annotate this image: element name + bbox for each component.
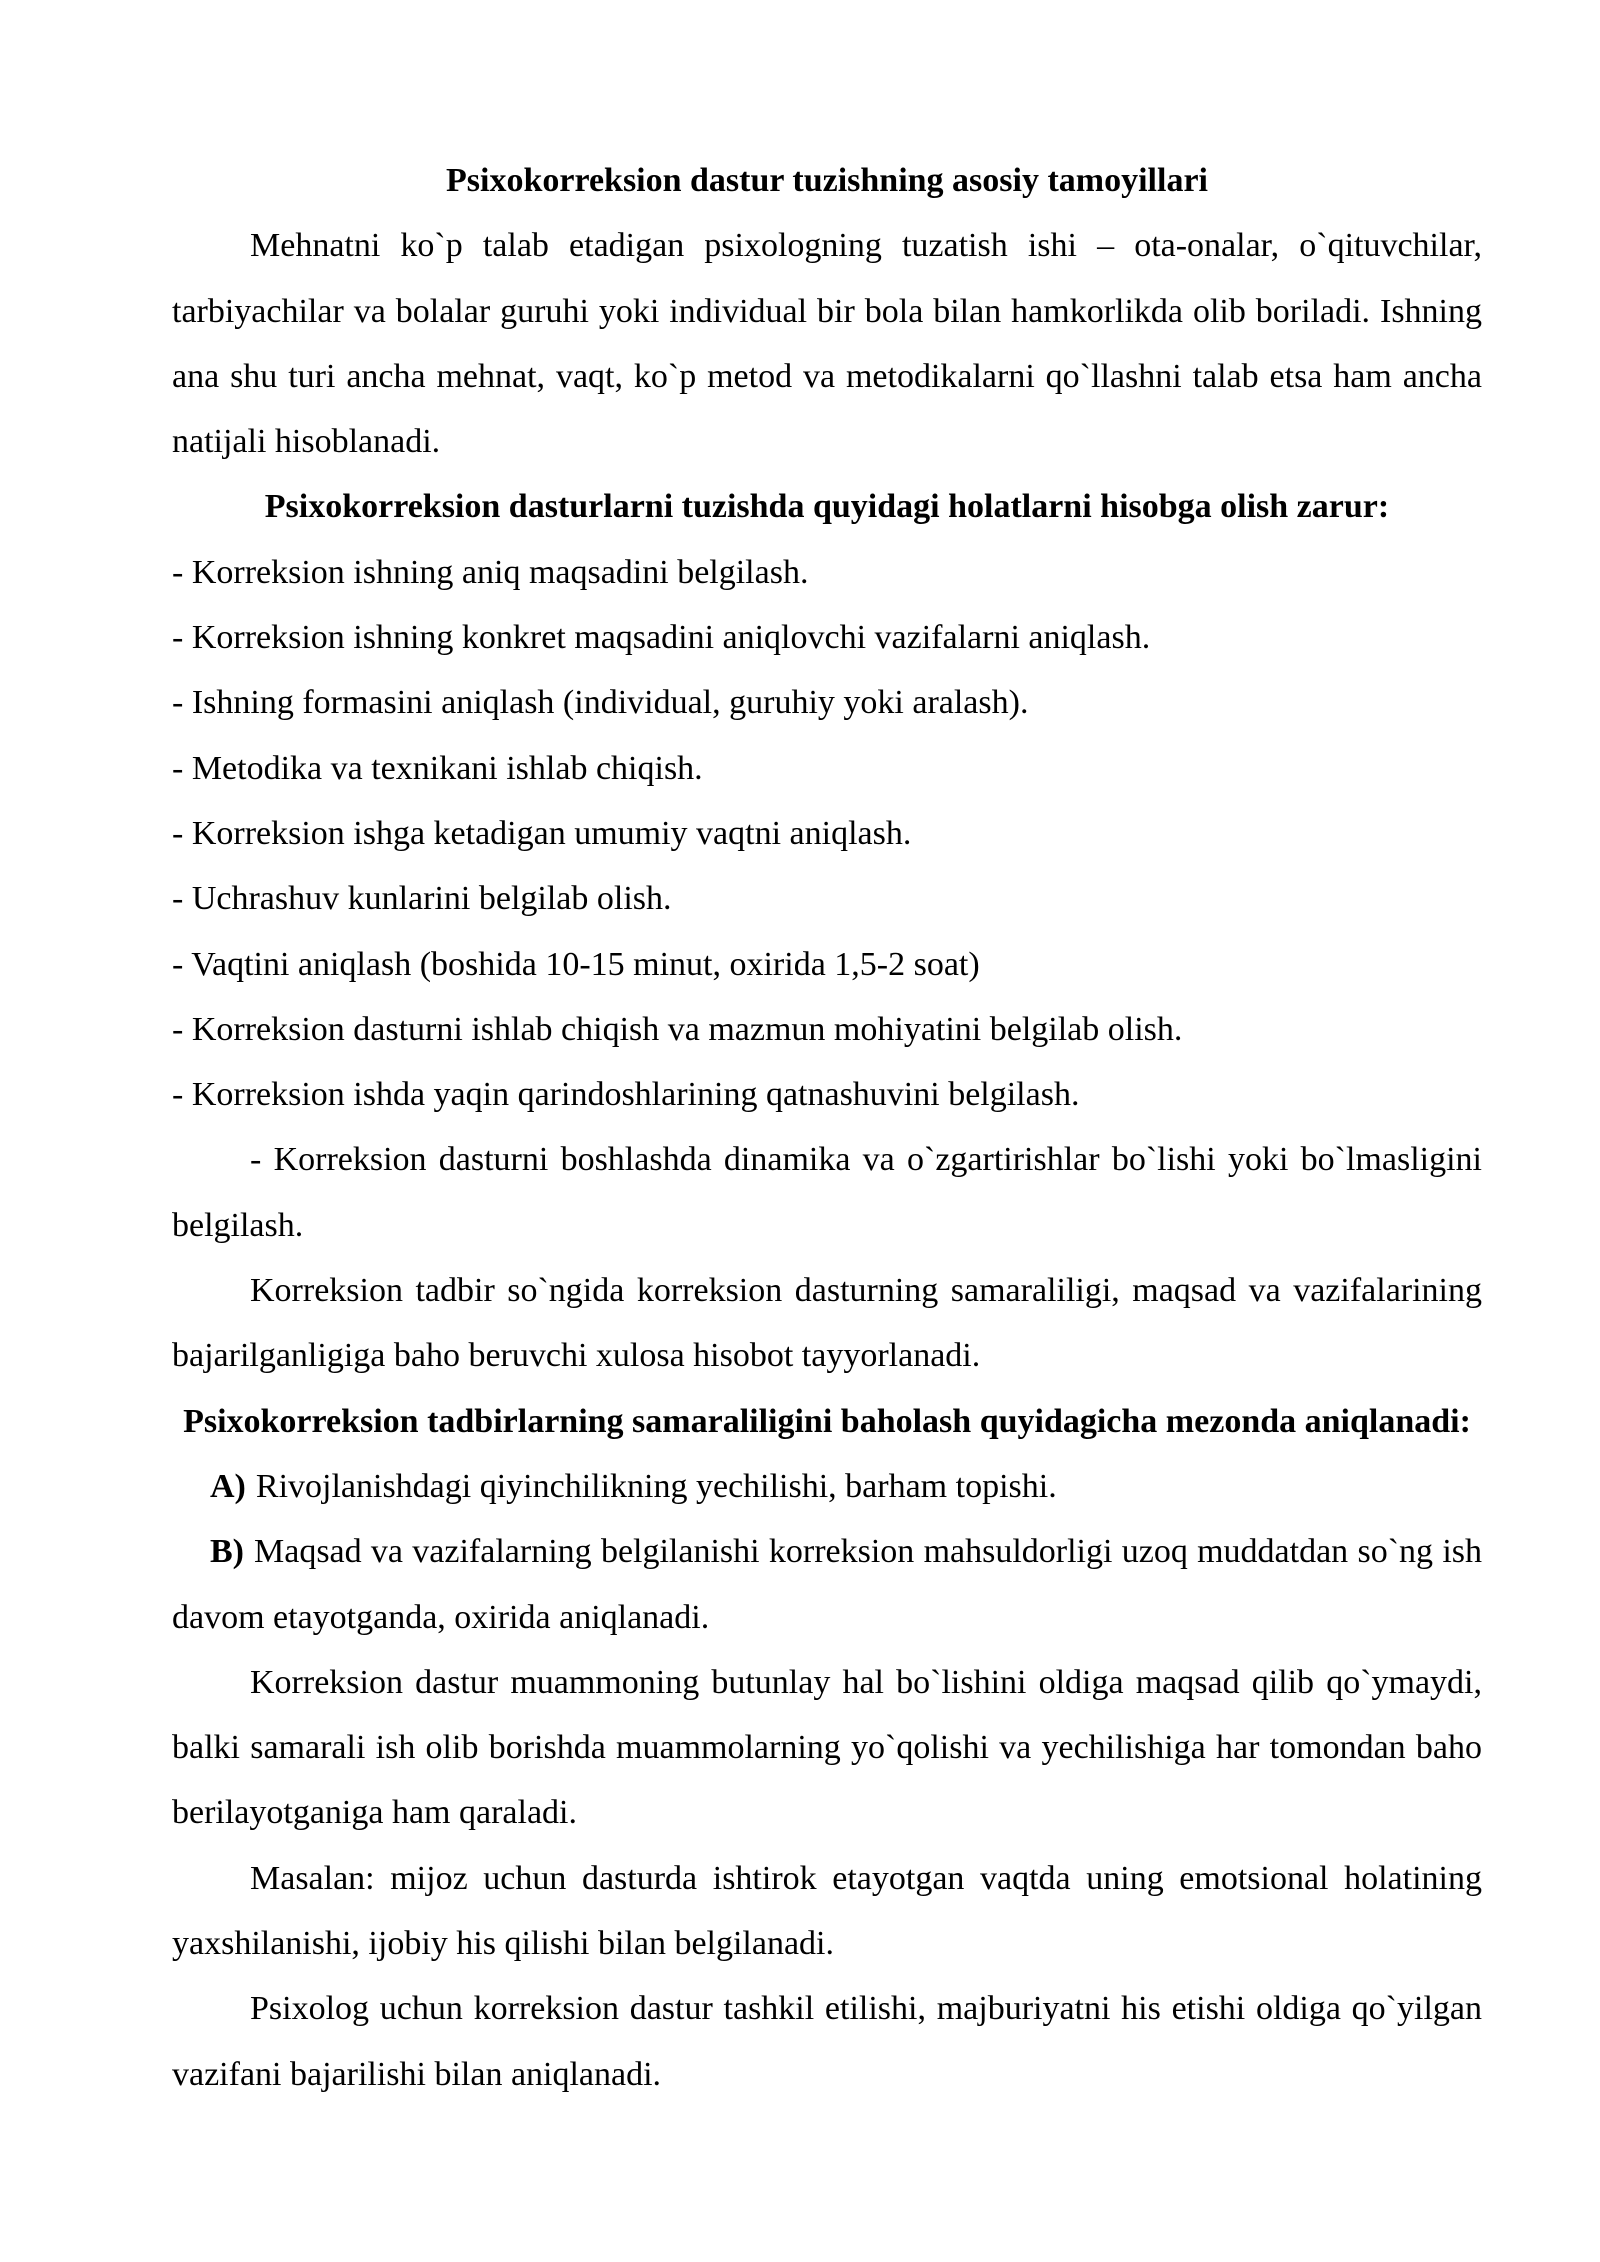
list-item: - Metodika va texnikani ishlab chiqish. [172, 749, 703, 787]
considerations-list [172, 540, 1482, 1258]
list-item: - Ishning formasini aniqlash (individual, guruhiy yoki aralash). [172, 684, 1029, 722]
criterion-a [172, 1454, 1482, 1519]
example-paragraph: Masalan: mijoz uchun dasturda ishtirok etayotgan vaqtda uning emotsional holatining yaxshilanishi, ijobiy his qilishi bilan belgilanadi. [172, 1859, 1482, 1963]
list-item: - Korreksion dasturni boshlashda dinamika va o`zgartirishlar bo`lishi yoki bo`lmasligini belgilash. [172, 1141, 1482, 1244]
criterion-letter: A) [210, 1467, 246, 1505]
list-item: - Korreksion ishda yaqin qarindoshlarining qatnashuvini belgilash. [172, 1076, 1080, 1114]
subheading-considerations: Psixokorreksion dasturlarni tuzishda quyidagi holatlarni hisobga olish zarur: [264, 488, 1390, 526]
intro-paragraph: Mehnatni ko`p talab etadigan psixologning tuzatish ishi – ota-onalar, o`qituvchilar, tarbiyachilar va bolalar guruhi yoki individual bir bola bilan hamkorlikda olib boriladi. Ishning ana shu turi ancha mehnat, vaqt, ko`p metod va metodikalarni qo`llashni talab etsa ham ancha natijali hisoblanadi. [172, 227, 1482, 461]
list-item: - Korreksion dasturni ishlab chiqish va mazmun mohiyatini belgilab olish. [172, 1010, 1183, 1048]
document-page [172, 148, 1482, 2107]
list-item: - Uchrashuv kunlarini belgilab olish. [172, 880, 672, 918]
criterion-b [172, 1519, 1482, 1650]
criterion-text: Rivojlanishdagi qiyinchilikning yechilishi, barham topishi. [255, 1467, 1057, 1505]
subheading-criteria: Psixokorreksion tadbirlarning samaraliligini baholash quyidagicha mezonda aniqlanadi: [183, 1402, 1471, 1440]
list-item: - Korreksion ishning konkret maqsadini aniqlovchi vazifalarni aniqlash. [172, 619, 1151, 657]
criterion-letter: B) [210, 1533, 244, 1571]
psychologist-paragraph: Psixolog uchun korreksion dastur tashkil etilishi, majburiyatni his etishi oldiga qo`yilgan vazifani bajarilishi bilan aniqlanadi. [172, 1990, 1482, 2093]
report-paragraph: Korreksion tadbir so`ngida korreksion dasturning samaraliligi, maqsad va vazifalarining bajarilganligiga baho beruvchi xulosa hisobot tayyorlanadi. [172, 1272, 1482, 1375]
criterion-text: Maqsad va vazifalarning belgilanishi korreksion mahsuldorligi uzoq muddatdan so`ng ish davom etayotganda, oxirida aniqlanadi. [172, 1533, 1482, 1636]
goal-paragraph: Korreksion dastur muammoning butunlay hal bo`lishini oldiga maqsad qilib qo`ymaydi, balki samarali ish olib borishda muammolarning yo`qolishi va yechilishiga har tomondan baho berilayotganiga ham qaraladi. [172, 1663, 1482, 1832]
list-item: - Vaqtini aniqlash (boshida 10-15 minut, oxirida 1,5-2 soat) [172, 945, 980, 983]
list-item: - Korreksion ishga ketadigan umumiy vaqtni aniqlash. [172, 814, 912, 852]
list-item: - Korreksion ishning aniq maqsadini belgilash. [172, 553, 809, 591]
document-title: Psixokorreksion dastur tuzishning asosiy tamoyillari [446, 162, 1208, 199]
